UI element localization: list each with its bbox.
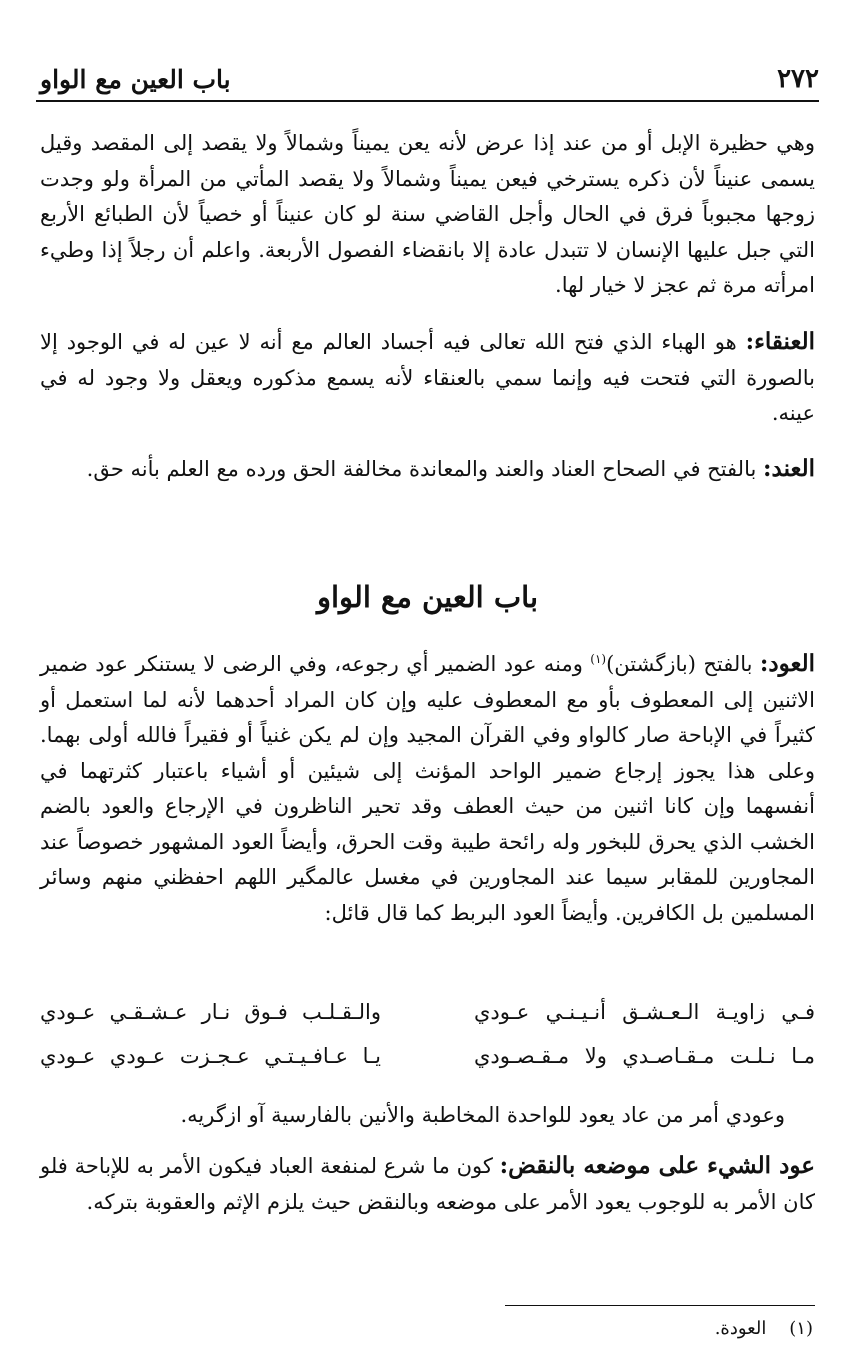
entry-text: كون ما شرع لمنفعة العباد فيكون الأمر به للإباحة فلو كان الأمر به للوجوب يعود الأمر على موضعه وبالنقض حيث يلزم الإثم والعقوبة بتركه. bbox=[40, 1154, 815, 1214]
footnote bbox=[715, 1318, 813, 1339]
verse-first-hemistich: مـا نـلـت مـقـاصـدي ولا مـقـصـودي bbox=[474, 1044, 815, 1068]
entry-text: بالفتح (بازگشتن) bbox=[606, 652, 760, 676]
paragraph-continuation bbox=[40, 126, 815, 304]
paragraph-text: وعودي أمر من عاد يعود للواحدة المخاطبة والأنين بالفارسية آو ازگريه. bbox=[180, 1103, 785, 1127]
footnote-rule bbox=[505, 1305, 815, 1306]
entry-text-continued: ومنه عود الضمير أي رجوعه، وفي الرضى لا يستنكر عود ضمير الاثنين إلى المعطوف بأو مع المعطوف عليه وإن كان المراد أحدهما لأنه لما استعمل أو كثيراً في الإباحة صار كالواو وفي القرآن المجيد وإن لم يكن غنياً أو فقيراً فالله أولى بهما. وعلى هذا يجوز إرجاع ضمير الواحد المؤنث إلى شيئين أو أشياء باعتبار كثرتهما في أنفسهما وإن كانا اثنين من حيث العطف وقد تحير الناظرون في الإرجاع والعود بالضم الخشب الذي يحرق للبخور وله رائحة طيبة وقت الحرق، وأيضاً العود المشهور خصوصاً عند المجاورين للمقابر سيما عند المجاورين في مغسل عالمگير اللهم احفظني منهم وسائر المسلمين بل الكافرين. وأيضاً العود البربط كما قال قائل: bbox=[40, 652, 815, 925]
entry-awd-naqd bbox=[40, 1148, 815, 1220]
entry-term: عود الشيء على موضعه بالنقض: bbox=[499, 1152, 815, 1179]
verse-line bbox=[40, 1044, 815, 1084]
entry-text: بالفتح في الصحاح العناد والعند والمعاندة مخالفة الحق ورده مع العلم بأنه حق. bbox=[86, 457, 763, 481]
verse-first-hemistich: فـي زاويـة الـعـشـق أنـيـنـي عـودي bbox=[474, 1000, 815, 1024]
entry-and bbox=[40, 451, 815, 488]
entry-anqa bbox=[40, 324, 815, 432]
header-rule bbox=[36, 100, 819, 102]
header-title: باب العين مع الواو bbox=[40, 65, 231, 94]
entry-text: هو الهباء الذي فتح الله تعالى فيه أجساد العالم مع أنه لا عين له في الوجود إلا بالصورة التي فتحت فيه وإنما سمي بالعنقاء لأنه يسمع مذكوره ويعقل ولا وجود له في عينه. bbox=[40, 330, 815, 425]
verse-second-hemistich: يـا عـافـيـتـي عـجـزت عـودي عـودي bbox=[40, 1044, 381, 1068]
verse-second-hemistich: والـقـلـب فـوق نـار عـشـقـي عـودي bbox=[40, 1000, 381, 1024]
verse-line bbox=[40, 1000, 815, 1040]
running-header bbox=[40, 54, 819, 94]
after-verse-line bbox=[40, 1098, 785, 1134]
footnote-number: (١) bbox=[789, 1318, 813, 1339]
footnote-marker: (١) bbox=[590, 652, 607, 666]
section-heading: باب العين مع الواو bbox=[316, 580, 539, 614]
page-number: ٢٧٢ bbox=[777, 64, 819, 94]
footnote-text: العودة. bbox=[714, 1318, 767, 1339]
entry-awd bbox=[40, 642, 815, 931]
paragraph-text: وهي حظيرة الإبل أو من عند إذا عرض لأنه يعن يميناً وشمالاً ولا يقصد إلى المقصد وقيل يسمى عنيناً لأن ذكره يسترخي فيعن يميناً وشمالاً ولا يقصد المأتي من المرأة ولو وجدت زوجها مجبوباً فرق في الحال وأجل القاضي سنة لو كان عنيناً أو خصياً لأن الطبائع الأربع التي جبل عليها الإنسان لا تتبدل عادة إلا بانقضاء الفصول الأربعة. واعلم أن رجلاً إذا وطيء امرأته مرة ثم عجز لا خيار لها. bbox=[40, 131, 815, 297]
entry-term: العنقاء: bbox=[745, 328, 815, 355]
entry-term: العود: bbox=[759, 650, 815, 677]
entry-term: العند: bbox=[763, 455, 815, 482]
